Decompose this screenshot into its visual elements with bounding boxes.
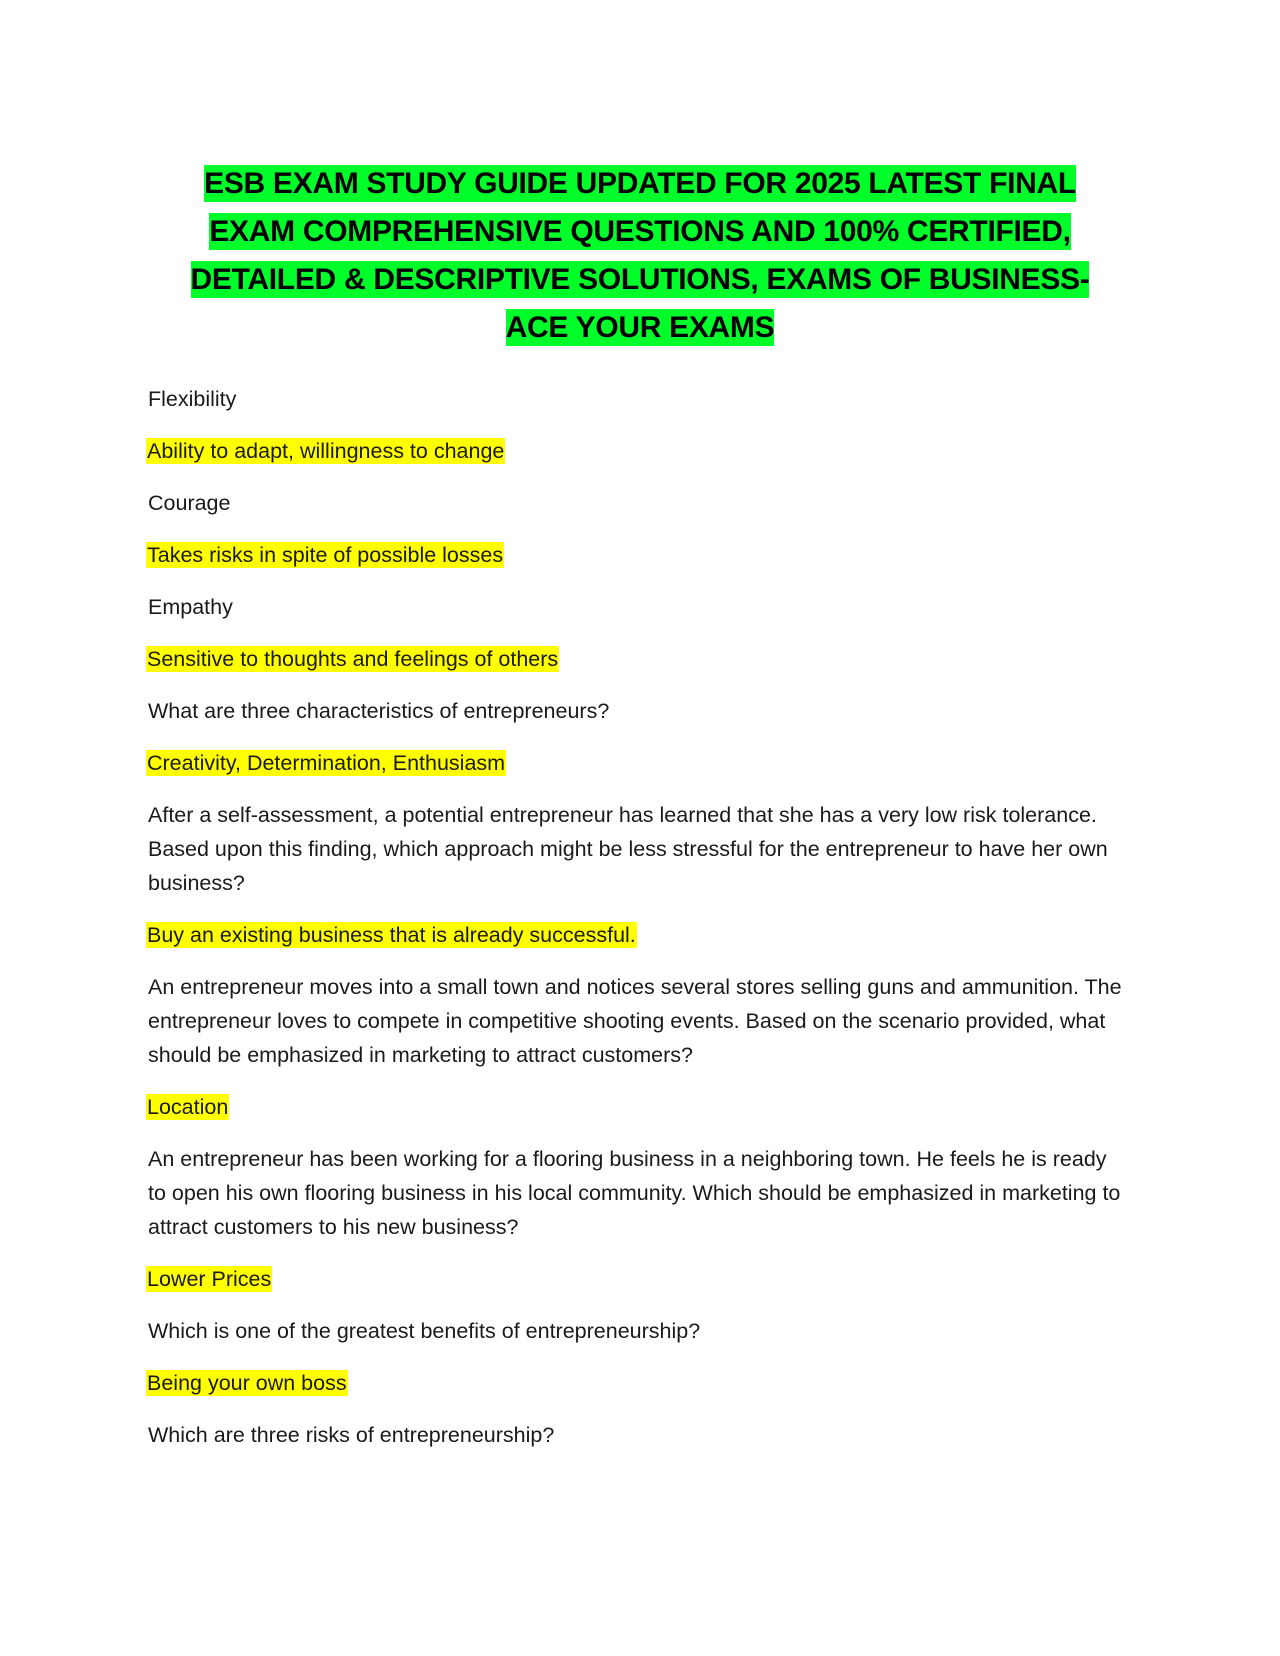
- question-text: Flexibility: [148, 387, 237, 411]
- answer-highlight: Being your own boss: [147, 1371, 347, 1395]
- title-line: DETAILED & DESCRIPTIVE SOLUTIONS, EXAMS OF BUSINESS-: [190, 263, 1090, 296]
- answer-highlight: Buy an existing business that is already successful.: [147, 923, 636, 947]
- qa-list: [148, 382, 1128, 1470]
- question-text: Empathy: [148, 595, 233, 619]
- question-text: Which is one of the greatest benefits of entrepreneurship?: [148, 1319, 701, 1343]
- question-text: What are three characteristics of entrepreneurs?: [148, 699, 610, 723]
- answer-text: [146, 1366, 1128, 1400]
- answer-text: [146, 1090, 1128, 1124]
- answer-highlight: Sensitive to thoughts and feelings of others: [147, 647, 559, 671]
- question-text: An entrepreneur moves into a small town and notices several stores selling guns and ammunition. The entrepreneur loves to compete in competitive shooting events. Based on the scenario provided, what should be emphasized in marketing to attract customers?: [148, 975, 1122, 1067]
- answer-highlight: Location: [147, 1095, 229, 1119]
- title-line: ACE YOUR EXAMS: [505, 311, 775, 344]
- answer-highlight: Ability to adapt, willingness to change: [147, 439, 505, 463]
- answer-text: [146, 642, 1128, 676]
- document-title: [120, 160, 1160, 352]
- answer-text: [146, 434, 1128, 468]
- title-line: ESB EXAM STUDY GUIDE UPDATED FOR 2025 LATEST FINAL: [204, 167, 1076, 200]
- answer-text: [146, 746, 1128, 780]
- answer-text: [146, 918, 1128, 952]
- question-text: Which are three risks of entrepreneurship?: [148, 1423, 555, 1447]
- answer-highlight: Creativity, Determination, Enthusiasm: [147, 751, 506, 775]
- question-text: After a self-assessment, a potential entrepreneur has learned that she has a very low risk tolerance. Based upon this finding, which approach might be less stressful for the entrepreneur to have her own business?: [148, 803, 1108, 895]
- question-text: Courage: [148, 491, 231, 515]
- question-text: An entrepreneur has been working for a flooring business in a neighboring town. He feels he is ready to open his own flooring business in his local community. Which should be emphasized in marketing to attract customers to his new business?: [148, 1147, 1121, 1239]
- title-line: EXAM COMPREHENSIVE QUESTIONS AND 100% CERTIFIED,: [209, 215, 1071, 248]
- answer-highlight: Takes risks in spite of possible losses: [147, 543, 504, 567]
- answer-highlight: Lower Prices: [147, 1267, 272, 1291]
- answer-text: [146, 1262, 1128, 1296]
- answer-text: [146, 538, 1128, 572]
